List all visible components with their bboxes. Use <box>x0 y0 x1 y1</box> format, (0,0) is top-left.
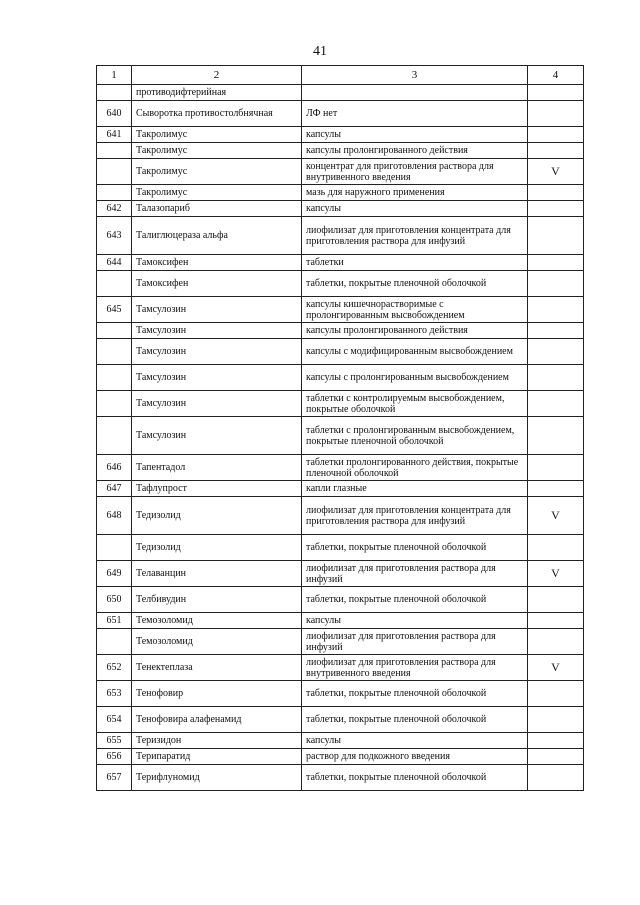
vital-mark-cell <box>528 681 584 707</box>
table-row <box>97 417 584 455</box>
vital-mark-cell: V <box>528 561 584 587</box>
row-number-cell <box>97 185 132 201</box>
dosage-form-cell: таблетки, покрытые пленочной оболочкой <box>302 681 528 707</box>
dosage-form-cell: капсулы кишечнорастворимые с пролонгированным высвобождением <box>302 297 528 323</box>
dosage-form-cell: лиофилизат для приготовления раствора для инфузий <box>302 561 528 587</box>
dosage-form-cell: капли глазные <box>302 481 528 497</box>
row-number-cell <box>97 417 132 455</box>
dosage-form-cell: таблетки, покрытые пленочной оболочкой <box>302 587 528 613</box>
dosage-form-cell: таблетки, покрытые пленочной оболочкой <box>302 271 528 297</box>
table-row <box>97 681 584 707</box>
table-row <box>97 217 584 255</box>
dosage-form-cell: капсулы <box>302 613 528 629</box>
vital-mark-cell: V <box>528 159 584 185</box>
table-row <box>97 339 584 365</box>
dosage-form-cell: таблетки с контролируемым высвобождением, покрытые оболочкой <box>302 391 528 417</box>
dosage-form-cell: капсулы пролонгированного действия <box>302 143 528 159</box>
row-number-cell: 640 <box>97 101 132 127</box>
table-row <box>97 365 584 391</box>
vital-mark-cell <box>528 765 584 791</box>
table-row <box>97 323 584 339</box>
dosage-form-cell: таблетки, покрытые пленочной оболочкой <box>302 765 528 791</box>
row-number-cell <box>97 143 132 159</box>
dosage-form-cell: капсулы с модифицированным высвобождением <box>302 339 528 365</box>
header-cell: 1 <box>97 66 132 85</box>
table-row <box>97 655 584 681</box>
header-cell: 2 <box>132 66 302 85</box>
header-cell: 4 <box>528 66 584 85</box>
vital-mark-cell <box>528 613 584 629</box>
table-row <box>97 629 584 655</box>
dosage-form-cell: ЛФ нет <box>302 101 528 127</box>
vital-mark-cell <box>528 455 584 481</box>
vital-mark-cell <box>528 143 584 159</box>
dosage-form-cell: лиофилизат для приготовления раствора для инфузий <box>302 629 528 655</box>
drug-name-cell: Тамсулозин <box>132 365 302 391</box>
vital-mark-cell <box>528 365 584 391</box>
header-cell: 3 <box>302 66 528 85</box>
row-number-cell <box>97 391 132 417</box>
vital-mark-cell <box>528 217 584 255</box>
table-row <box>97 535 584 561</box>
drug-name-cell: Сыворотка противостолбнячная <box>132 101 302 127</box>
row-number-cell <box>97 535 132 561</box>
dosage-form-cell: концентрат для приготовления раствора для внутривенного введения <box>302 159 528 185</box>
row-number-cell: 646 <box>97 455 132 481</box>
drug-name-cell: Темозоломид <box>132 629 302 655</box>
drug-name-cell: противодифтерийная <box>132 85 302 101</box>
table-row <box>97 201 584 217</box>
drug-name-cell: Тамоксифен <box>132 271 302 297</box>
vital-mark-cell <box>528 127 584 143</box>
drug-name-cell: Талазопариб <box>132 201 302 217</box>
row-number-cell: 655 <box>97 733 132 749</box>
dosage-form-cell: раствор для подкожного введения <box>302 749 528 765</box>
dosage-form-cell: капсулы <box>302 127 528 143</box>
table-row <box>97 481 584 497</box>
drug-name-cell: Тамоксифен <box>132 255 302 271</box>
drug-name-cell: Телбивудин <box>132 587 302 613</box>
drug-name-cell: Тенектеплаза <box>132 655 302 681</box>
vital-mark-cell: V <box>528 497 584 535</box>
row-number-cell: 644 <box>97 255 132 271</box>
drug-name-cell: Тенофовира алафенамид <box>132 707 302 733</box>
row-number-cell: 651 <box>97 613 132 629</box>
drug-name-cell: Тафлупрост <box>132 481 302 497</box>
dosage-form-cell: таблетки пролонгированного действия, покрытые пленочной оболочкой <box>302 455 528 481</box>
drug-name-cell: Тамсулозин <box>132 391 302 417</box>
row-number-cell: 648 <box>97 497 132 535</box>
row-number-cell: 652 <box>97 655 132 681</box>
row-number-cell <box>97 629 132 655</box>
vital-mark-cell <box>528 391 584 417</box>
drug-name-cell: Талиглюцераза альфа <box>132 217 302 255</box>
dosage-form-cell <box>302 85 528 101</box>
row-number-cell: 642 <box>97 201 132 217</box>
drug-name-cell: Такролимус <box>132 143 302 159</box>
dosage-form-cell: мазь для наружного применения <box>302 185 528 201</box>
table-row <box>97 765 584 791</box>
vital-mark-cell <box>528 749 584 765</box>
row-number-cell <box>97 323 132 339</box>
row-number-cell: 650 <box>97 587 132 613</box>
row-number-cell: 647 <box>97 481 132 497</box>
vital-mark-cell <box>528 85 584 101</box>
row-number-cell: 641 <box>97 127 132 143</box>
row-number-cell <box>97 159 132 185</box>
table-row <box>97 143 584 159</box>
vital-mark-cell <box>528 201 584 217</box>
table-row <box>97 255 584 271</box>
drug-name-cell: Тедизолид <box>132 535 302 561</box>
drug-name-cell: Теризидон <box>132 733 302 749</box>
vital-mark-cell <box>528 297 584 323</box>
row-number-cell <box>97 365 132 391</box>
table-row <box>97 455 584 481</box>
drug-name-cell: Такролимус <box>132 159 302 185</box>
table-row <box>97 733 584 749</box>
drug-name-cell: Темозоломид <box>132 613 302 629</box>
dosage-form-cell: капсулы <box>302 201 528 217</box>
table-row <box>97 749 584 765</box>
table-row <box>97 561 584 587</box>
table-row <box>97 185 584 201</box>
dosage-form-cell: капсулы <box>302 733 528 749</box>
vital-mark-cell <box>528 629 584 655</box>
vital-mark-cell: V <box>528 655 584 681</box>
vital-mark-cell <box>528 323 584 339</box>
row-number-cell: 653 <box>97 681 132 707</box>
vital-mark-cell <box>528 417 584 455</box>
dosage-form-cell: лиофилизат для приготовления концентрата для приготовления раствора для инфузий <box>302 217 528 255</box>
drug-name-cell: Терипаратид <box>132 749 302 765</box>
row-number-cell: 654 <box>97 707 132 733</box>
vital-mark-cell <box>528 733 584 749</box>
drug-name-cell: Тедизолид <box>132 497 302 535</box>
vital-mark-cell <box>528 185 584 201</box>
table-row <box>97 159 584 185</box>
row-number-cell <box>97 339 132 365</box>
dosage-form-cell: таблетки, покрытые пленочной оболочкой <box>302 535 528 561</box>
drug-name-cell: Такролимус <box>132 185 302 201</box>
row-number-cell <box>97 85 132 101</box>
table-row <box>97 391 584 417</box>
table-row <box>97 271 584 297</box>
dosage-form-cell: таблетки, покрытые пленочной оболочкой <box>302 707 528 733</box>
table-row <box>97 707 584 733</box>
row-number-cell: 649 <box>97 561 132 587</box>
drug-name-cell: Тамсулозин <box>132 297 302 323</box>
row-number-cell: 645 <box>97 297 132 323</box>
row-number-cell: 657 <box>97 765 132 791</box>
page-number: 41 <box>313 44 327 59</box>
vital-mark-cell <box>528 271 584 297</box>
table-row <box>97 101 584 127</box>
dosage-form-cell: таблетки с пролонгированным высвобождением, покрытые пленочной оболочкой <box>302 417 528 455</box>
table-row <box>97 85 584 101</box>
dosage-form-cell: таблетки <box>302 255 528 271</box>
vital-mark-cell <box>528 339 584 365</box>
dosage-form-cell: лиофилизат для приготовления раствора для внутривенного введения <box>302 655 528 681</box>
drug-name-cell: Телаванцин <box>132 561 302 587</box>
drug-table <box>96 65 584 791</box>
dosage-form-cell: капсулы с пролонгированным высвобождением <box>302 365 528 391</box>
drug-name-cell: Тапентадол <box>132 455 302 481</box>
drug-name-cell: Такролимус <box>132 127 302 143</box>
row-number-cell <box>97 271 132 297</box>
vital-mark-cell <box>528 535 584 561</box>
drug-name-cell: Тамсулозин <box>132 323 302 339</box>
dosage-form-cell: лиофилизат для приготовления концентрата для приготовления раствора для инфузий <box>302 497 528 535</box>
vital-mark-cell <box>528 101 584 127</box>
table-row <box>97 297 584 323</box>
vital-mark-cell <box>528 255 584 271</box>
vital-mark-cell <box>528 707 584 733</box>
drug-name-cell: Тенофовир <box>132 681 302 707</box>
drug-name-cell: Тамсулозин <box>132 417 302 455</box>
dosage-form-cell: капсулы пролонгированного действия <box>302 323 528 339</box>
vital-mark-cell <box>528 587 584 613</box>
row-number-cell: 656 <box>97 749 132 765</box>
table-row <box>97 587 584 613</box>
header-row <box>97 66 584 85</box>
table-row <box>97 127 584 143</box>
row-number-cell: 643 <box>97 217 132 255</box>
drug-name-cell: Тамсулозин <box>132 339 302 365</box>
vital-mark-cell <box>528 481 584 497</box>
table-row <box>97 497 584 535</box>
table-row <box>97 613 584 629</box>
drug-name-cell: Терифлуномид <box>132 765 302 791</box>
